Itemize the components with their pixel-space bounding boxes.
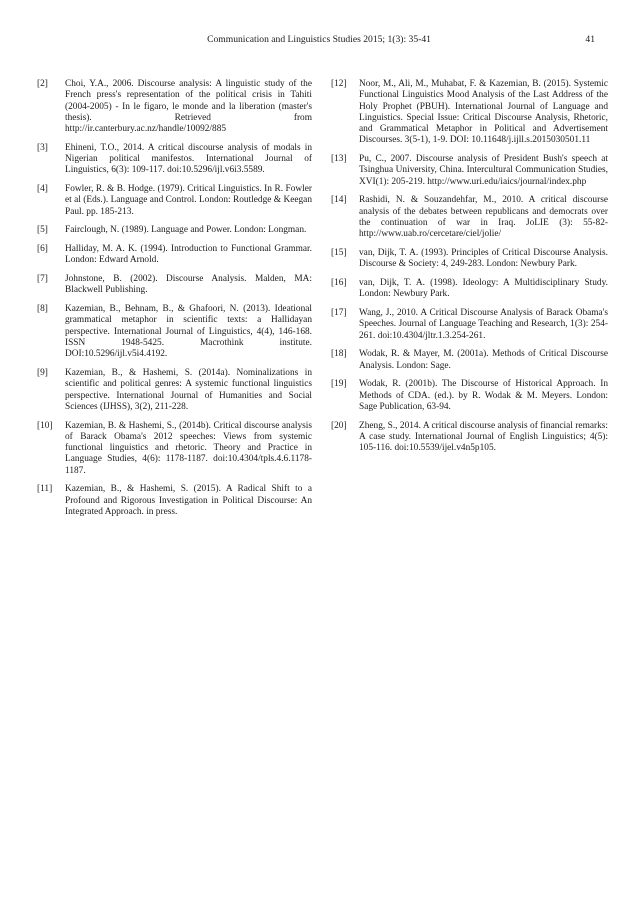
reference-text: Wodak, R. (2001b). The Discourse of Historical Approach. In Methods of CDA. (ed.). by R. Wodak & M. Meyers. London: Sage Publication, 63-94. [359, 379, 608, 412]
reference-item [331, 379, 608, 413]
reference-number: [11] [37, 484, 53, 495]
reference-item [37, 244, 312, 267]
reference-number: [15] [331, 248, 347, 259]
reference-number: [20] [331, 420, 347, 431]
reference-item [331, 79, 608, 147]
reference-text: Zheng, S., 2014. A critical discourse analysis of financial remarks: A case study. International Journal of English Linguistics; 4(5): 105-116. doi:10.5539/ijel.v4n5p105. [359, 420, 608, 454]
reference-text: Pu, C., 2007. Discourse analysis of President Bush's speech at Tsinghua University, China. Intercultural Communication Studies, XVI(1): 205-219. http://www.uri.edu/iaics/journal/index.php [359, 154, 608, 187]
reference-item [37, 143, 312, 177]
reference-number: [6] [37, 244, 48, 255]
reference-item [331, 278, 608, 301]
reference-item [331, 421, 608, 455]
references-left-column [37, 79, 312, 526]
reference-number: [2] [37, 79, 48, 89]
reference-number: [17] [331, 308, 347, 318]
reference-text: Kazemian, B., & Hashemi, S. (2014a). Nominalizations in scientific and political genres: A systemic functional linguistics perspective. International Journal of Humanities and Social Sciences (IJHSS), 3(2), 211-228. [65, 367, 312, 412]
reference-item [37, 79, 312, 135]
reference-text: Halliday, M. A. K. (1994). Introduction to Functional Grammar. London: Edward Arnold. [65, 244, 312, 266]
reference-text: Fairclough, N. (1989). Language and Power. London: Longman. [65, 225, 307, 236]
journal-citation: Communication and Linguistics Studies 2015; 1(3): 35-41 [207, 34, 431, 45]
reference-item [331, 154, 608, 188]
page-number: 41 [585, 34, 595, 45]
reference-item [331, 248, 608, 271]
reference-text: Wodak, R. & Mayer, M. (2001a). Methods of Critical Discourse Analysis. London: Sage. [359, 349, 608, 371]
reference-number: [13] [331, 154, 347, 165]
reference-item [37, 274, 312, 297]
reference-text: Fowler, R. & B. Hodge. (1979). Critical Linguistics. In R. Fowler et al (Eds.). Language and Control. London: Routledge & Keegan Paul. pp. 185-213. [65, 184, 312, 217]
reference-number: [16] [331, 278, 347, 289]
reference-number: [9] [37, 367, 48, 378]
reference-text: Wang, J., 2010. A Critical Discourse Analysis of Barack Obama's Speeches. Journal of Language Teaching and Research, 1(3): 254-261. doi:10.4304/jltr.1.3.254-261. [359, 308, 608, 341]
reference-item [37, 184, 312, 218]
reference-number: [18] [331, 349, 347, 360]
reference-number: [14] [331, 195, 347, 206]
reference-number: [8] [37, 304, 48, 315]
reference-text: Choi, Y.A., 2006. Discourse analysis: A linguistic study of the French press's representation of the political crisis in Tahiti (2004-2005) - In le figaro, le monde and la liberation (master's thesis). Retrieved from http://ir.canterbury.ac.nz/handle/10092/885 [65, 79, 312, 135]
reference-text: Johnstone, B. (2002). Discourse Analysis. Malden, MA: Blackwell Publishing. [65, 274, 312, 296]
reference-item [37, 421, 312, 477]
reference-item [37, 368, 312, 413]
reference-text: Kazemian, B. & Hashemi, S., (2014b). Critical discourse analysis of Barack Obama's 2012 speeches: Views from systemic functional linguistics and rhetoric. Theory and Practice in Language Studies, 4(6): 1178-1187. doi:10.4304/tpls.4.6.1178-1187. [65, 420, 312, 476]
reference-item [37, 484, 312, 518]
reference-number: [10] [37, 420, 53, 431]
reference-item [331, 195, 608, 240]
reference-number: [19] [331, 379, 347, 390]
reference-text: Ehineni, T.O., 2014. A critical discourse analysis of modals in Nigerian political manifestos. International Journal of Linguistics, 6(3): 109-117. doi:10.5296/ijl.v6i3.5589. [65, 142, 312, 176]
reference-text: Kazemian, B., Behnam, B., & Ghafoori, N. (2013). Ideational grammatical metaphor in scientific texts: a Hallidayan perspective. International Journal of Linguistics, 4(4), 146-168. ISSN 1948-5425. Macrothink institute. DOI:10.5296/ijl.v5i4.4192. [65, 304, 312, 360]
reference-text: van, Dijk, T. A. (1993). Principles of Critical Discourse Analysis. Discourse & Society: 4, 249-283. London: Newbury Park. [359, 248, 608, 270]
reference-item [331, 349, 608, 372]
reference-item [37, 304, 312, 360]
reference-number: [5] [37, 225, 48, 236]
reference-text: van, Dijk, T. A. (1998). Ideology: A Multidisciplinary Study. London: Newbury Park. [359, 278, 608, 300]
reference-text: Rashidi, N. & Souzandehfar, M., 2010. A critical discourse analysis of the debates between republicans and democrats over the continuation of war in Iraq. JoLIE (3): 55-82-http://www.uab.ro/cercetare/ciel/jolie/ [359, 195, 608, 240]
reference-number: [3] [37, 142, 48, 153]
reference-text: Noor, M., Ali, M., Muhabat, F. & Kazemian, B. (2015). Systemic Functional Linguistics Mood Analysis of the Last Address of the Holy Prophet (PBUH). International Journal of Language and Linguistics. Special Issue: Critical Discourse Analysis, Rhetoric, and Grammatical Metaphor in Political and Advertisement Discourses. 3(5-1), 1-9. DOI: 10.11648/j.ijll.s.2015030501.11 [359, 79, 608, 146]
reference-item [37, 225, 312, 236]
reference-number: [7] [37, 274, 48, 285]
references-right-column [331, 79, 608, 462]
reference-number: [12] [331, 79, 347, 89]
reference-number: [4] [37, 184, 48, 195]
reference-item [331, 308, 608, 342]
page-header [0, 34, 638, 48]
reference-text: Kazemian, B., & Hashemi, S. (2015). A Radical Shift to a Profound and Rigorous Investigation in Political Discourse: An Integrated Approach. in press. [65, 484, 312, 518]
